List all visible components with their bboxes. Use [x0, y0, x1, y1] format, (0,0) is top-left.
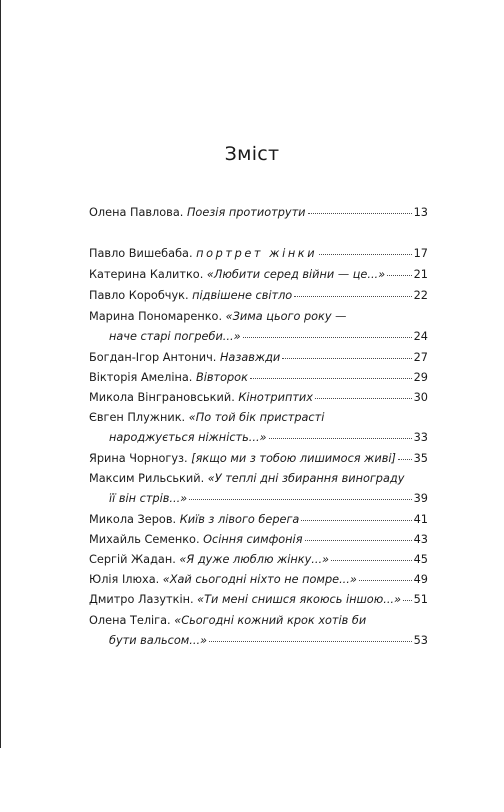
toc-page-number: 27: [413, 351, 428, 364]
dot-leader: [189, 498, 411, 500]
dot-leader: [331, 559, 412, 561]
dot-leader: [387, 274, 412, 276]
toc-page-number: 33: [413, 431, 428, 444]
toc-title-continued: бути вальсом...»: [109, 634, 208, 647]
toc-entry: [89, 452, 428, 466]
toc-entry: [89, 351, 428, 365]
toc-entry: [89, 391, 428, 405]
toc-entry: [89, 593, 428, 607]
toc-title: «Сьогодні кожний крок хотів би: [174, 614, 367, 627]
toc-page-number: 22: [413, 289, 428, 302]
toc-title: Київ з лівого берега: [179, 513, 300, 526]
dot-leader: [319, 253, 411, 255]
toc-title-continued: наче старі погреби...»: [109, 330, 241, 343]
toc-entry: [89, 371, 428, 385]
toc-title: [якщо ми з тобою лишимося живі]: [191, 452, 396, 465]
toc-entry-first-line: [89, 472, 428, 486]
toc-entry: [89, 492, 428, 506]
page-title: Зміст: [224, 143, 280, 165]
dot-leader: [243, 336, 412, 338]
toc-page-number: 29: [413, 371, 428, 384]
toc-author: Павло Вишебаба.: [89, 247, 193, 260]
toc-title: Кінотриптих: [238, 391, 313, 404]
dot-leader: [403, 599, 412, 601]
toc-title: Осіння симфонія: [203, 533, 303, 546]
dot-leader: [269, 437, 412, 439]
dot-leader: [308, 212, 412, 214]
toc-author: Юлія Ілюха.: [89, 573, 160, 586]
toc-author: Максим Рильський.: [89, 472, 205, 485]
toc-page-number: 39: [413, 492, 428, 505]
dot-leader: [282, 357, 411, 359]
toc-title: «Ти мені снишся якоюсь іншою...»: [197, 593, 401, 606]
dot-leader: [209, 640, 412, 642]
toc-title: «Я дуже люблю жінку...»: [179, 553, 330, 566]
toc-entry: [89, 573, 428, 587]
toc-page-number: 17: [413, 247, 428, 260]
toc-title-continued: її він стрів...»: [109, 492, 188, 505]
toc-title-continued: народжується ніжність...»: [109, 431, 267, 444]
toc-page-number: 21: [413, 268, 428, 281]
toc-entry: [89, 553, 428, 567]
toc-entry: [89, 289, 428, 303]
toc-page-number: 35: [413, 452, 428, 465]
toc-entry: [89, 247, 428, 261]
toc-title: Вівторок: [195, 371, 248, 384]
toc-author: Сергій Жадан.: [89, 553, 176, 566]
toc-page-number: 53: [413, 634, 428, 647]
toc-author: Катерина Калитко.: [89, 268, 204, 281]
toc-page-number: 43: [413, 533, 428, 546]
toc-entry: [89, 513, 428, 527]
toc-author: Вікторія Амеліна.: [89, 371, 193, 384]
toc-entry: [89, 533, 428, 547]
toc-page-number: 13: [413, 206, 428, 219]
toc-author: Микола Вінграновський.: [89, 391, 235, 404]
toc-author: Євген Плужник.: [89, 411, 186, 424]
dot-leader: [294, 295, 411, 297]
toc-title: «По той бік пристрасті: [188, 411, 325, 424]
dot-leader: [250, 377, 412, 379]
toc-title: «Зима цього року —: [225, 310, 347, 323]
toc-title: Назавжди: [219, 351, 281, 364]
toc-page-number: 51: [413, 593, 428, 606]
toc-entry: [89, 330, 428, 344]
toc-author: Михайль Семенко.: [89, 533, 200, 546]
toc-author: Дмитро Лазуткін.: [89, 593, 194, 606]
toc-author: Олена Павлова.: [89, 206, 184, 219]
page-edge-line: [0, 0, 1, 748]
toc-entry-first-line: [89, 411, 428, 425]
toc-page-number: 30: [413, 391, 428, 404]
toc-entry: [89, 634, 428, 648]
dot-leader: [301, 519, 411, 521]
toc-page-number: 49: [413, 573, 428, 586]
dot-leader: [305, 539, 412, 541]
toc-entry-first-line: [89, 614, 428, 628]
toc-title: «Любити серед війни — це...»: [206, 268, 386, 281]
toc-author: Олена Теліга.: [89, 614, 171, 627]
dot-leader: [398, 458, 412, 460]
toc-author: Павло Коробчук.: [89, 289, 189, 302]
toc-page-number: 24: [413, 330, 428, 343]
toc-author: Ярина Чорногуз.: [89, 452, 188, 465]
toc-entry-first-line: [89, 310, 428, 324]
toc-entry: [89, 206, 428, 220]
toc-page-number: 45: [413, 553, 428, 566]
toc-title: портрет жінки: [196, 247, 318, 260]
toc-title: Поезія протиотрути: [186, 206, 306, 219]
toc-entry: [89, 268, 428, 282]
toc-title: підвішене світло: [192, 289, 293, 302]
dot-leader: [315, 397, 412, 399]
toc-entry: [89, 431, 428, 445]
toc-title: «Хай сьогодні ніхто не помре...»: [162, 573, 357, 586]
dot-leader: [359, 579, 412, 581]
toc-title: «У теплі дні збирання винограду: [207, 472, 405, 485]
toc-author: Богдан-Ігор Антонич.: [89, 351, 217, 364]
toc-author: Микола Зеров.: [89, 513, 177, 526]
toc-page-number: 41: [413, 513, 428, 526]
toc-author: Марина Пономаренко.: [89, 310, 223, 323]
